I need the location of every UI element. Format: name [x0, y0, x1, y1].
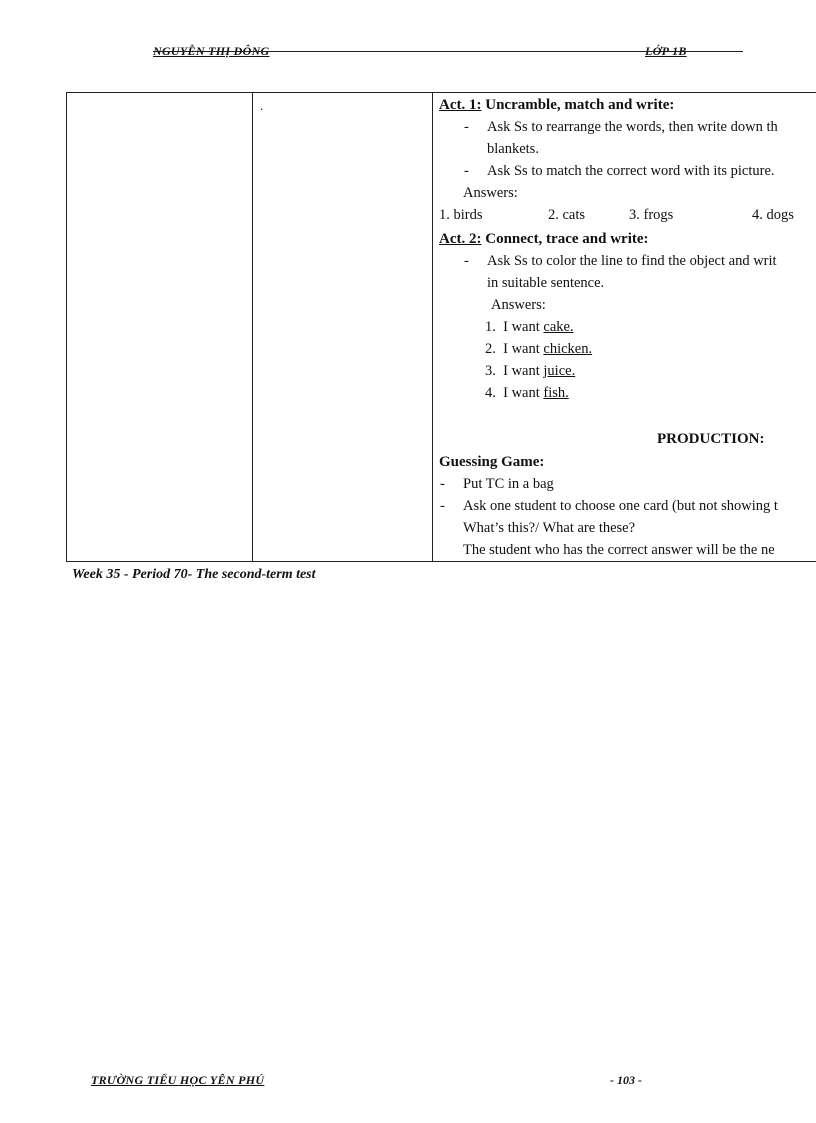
- act1-step1-line1: Ask Ss to rearrange the words, then write down th: [487, 119, 778, 135]
- production-heading: PRODUCTION:: [657, 431, 765, 447]
- dash-marker: -: [464, 163, 469, 179]
- act2-item-2: [485, 341, 592, 358]
- item-prefix: I want: [503, 341, 544, 357]
- act2-item-4: [485, 385, 569, 402]
- dash-marker: -: [464, 119, 469, 135]
- item-number: 3.: [485, 363, 496, 379]
- act1-answer-2: 2. cats: [548, 207, 586, 223]
- act2-item-3: [485, 363, 575, 380]
- item-prefix: I want: [503, 319, 544, 335]
- item-word: juice.: [543, 363, 576, 379]
- act1-answer-4: 4. dogs: [752, 207, 794, 223]
- production-step2-line3: The student who has the correct answer will be the ne: [463, 542, 775, 558]
- footer-school: TRƯỜNG TIỂU HỌC YÊN PHÚ: [91, 1073, 265, 1087]
- item-prefix: I want: [503, 385, 544, 401]
- act2-title: Connect, trace and write:: [481, 231, 649, 247]
- production-step1: Put TC in a bag: [463, 476, 554, 492]
- item-word: fish.: [543, 385, 569, 401]
- item-word: cake.: [543, 319, 574, 335]
- dash-marker: -: [464, 253, 469, 269]
- act1-heading: [439, 96, 674, 114]
- footer-page-number: - 103 -: [610, 1073, 642, 1087]
- production-step2-line1: Ask one student to choose one card (but not showing t: [463, 498, 778, 514]
- act2-step1-line1: Ask Ss to color the line to find the object and writ: [487, 253, 777, 269]
- act1-answer-1: 1. birds: [439, 207, 483, 223]
- production-step2-line2: What’s this?/ What are these?: [463, 520, 636, 536]
- item-prefix: I want: [503, 363, 544, 379]
- week-period-line: Week 35 - Period 70- The second-term test: [72, 567, 316, 582]
- act1-answers-label: Answers:: [463, 185, 518, 201]
- act1-step2: Ask Ss to match the correct word with its picture.: [487, 163, 775, 179]
- table-divider-1: [252, 92, 253, 562]
- header-teacher-name: NGUYỄN THỊ ĐÔNG: [153, 44, 270, 58]
- guessing-game-title: Guessing Game:: [439, 454, 545, 470]
- act1-label: Act. 1:: [439, 97, 482, 113]
- item-number: 2.: [485, 341, 496, 357]
- column-2-mark: .: [260, 98, 264, 113]
- act2-answers-label: Answers:: [491, 297, 546, 313]
- act1-step1-line2: blankets.: [487, 141, 539, 157]
- act2-item-1: [485, 319, 574, 336]
- item-number: 1.: [485, 319, 496, 335]
- dash-marker: -: [440, 476, 445, 492]
- item-word: chicken.: [543, 341, 593, 357]
- header-rule: [153, 51, 743, 52]
- act2-heading: [439, 230, 649, 248]
- act2-label: Act. 2:: [439, 231, 482, 247]
- act2-step1-line2: in suitable sentence.: [487, 275, 605, 291]
- dash-marker: -: [440, 498, 445, 514]
- table-divider-2: [432, 92, 433, 562]
- act1-title: Uncramble, match and write:: [481, 97, 675, 113]
- header-class: LỚP 1B: [645, 44, 687, 58]
- act1-answer-3: 3. frogs: [629, 207, 674, 223]
- item-number: 4.: [485, 385, 496, 401]
